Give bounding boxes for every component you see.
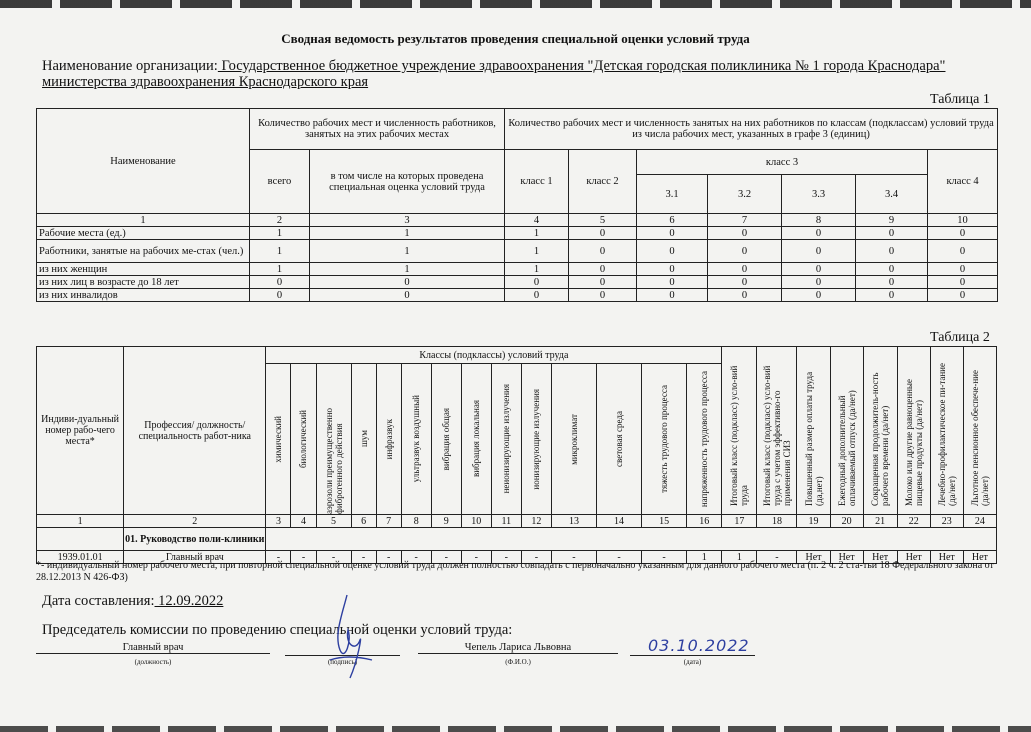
t2-colnum: 2 xyxy=(124,515,266,528)
org-name-cont: министерства здравоохранения Краснодарского края xyxy=(42,74,369,90)
t2-colnum: 7 xyxy=(376,515,401,528)
document-title: Сводная ведомость результатов проведения специальной оценки условий труда xyxy=(281,31,750,46)
t2-colnum: 10 xyxy=(461,515,491,528)
scan-bottom-edge xyxy=(0,726,1031,732)
t1-colnum: 8 xyxy=(782,214,856,227)
t2-colnum: 4 xyxy=(291,515,316,528)
t1-cell: 0 xyxy=(637,289,708,302)
t2-factor: тяжесть трудового процесса xyxy=(659,385,670,493)
t1-cell: 0 xyxy=(637,227,708,240)
t1-cell: 0 xyxy=(505,289,569,302)
t2-colnum: 15 xyxy=(642,515,687,528)
t1-colnum: 5 xyxy=(569,214,637,227)
t2-factor: вибрация локальная xyxy=(471,400,482,478)
t1-cell: 0 xyxy=(856,276,928,289)
t2-header-extra: Сокращенная продолжитель-ность рабочего времени (да/нет) xyxy=(870,372,891,506)
t1-row-under18 xyxy=(37,276,998,289)
t1-colnum: 4 xyxy=(505,214,569,227)
org-label: Наименование организации: xyxy=(42,58,218,74)
t1-cell: 0 xyxy=(782,276,856,289)
t1-cell: 0 xyxy=(708,227,782,240)
t1-header-sub-3-4: 3.4 xyxy=(856,175,928,214)
t1-colnum: 6 xyxy=(637,214,708,227)
t2-colnum-row xyxy=(37,515,997,528)
t1-cell: 0 xyxy=(856,227,928,240)
t1-cell: 1 xyxy=(505,263,569,276)
t2-header-extra: Льготное пенсионное обеспече-ние (да/нет) xyxy=(969,369,990,506)
t1-cell: 0 xyxy=(856,240,928,263)
t2-colnum: 20 xyxy=(830,515,863,528)
t1-row-workers xyxy=(37,240,998,263)
t2-cell: - xyxy=(757,551,797,564)
org-name: Государственное бюджетное учреждение здравоохранения "Детская городская поликлиника № 1 города Краснодара" xyxy=(217,58,946,74)
t2-section-row xyxy=(37,528,997,551)
t1-colnum: 7 xyxy=(708,214,782,227)
t1-cell: 0 xyxy=(637,276,708,289)
t2-header-extra: Лечебно-профилактическое пи-тание (да/нет) xyxy=(936,362,957,506)
t2-cell: Нет xyxy=(830,551,863,564)
t1-colnum-row xyxy=(37,214,998,227)
handwritten-date: 03.10.2022 xyxy=(648,636,750,655)
t1-cell: 1 xyxy=(250,240,310,263)
t2-cell: - xyxy=(401,551,431,564)
t1-cell: 0 xyxy=(637,240,708,263)
t2-factor: неионизирующие излучения xyxy=(501,384,512,494)
t1-colnum: 2 xyxy=(250,214,310,227)
t1-cell: 0 xyxy=(569,289,637,302)
position-caption: (должность) xyxy=(134,658,172,666)
t2-header-extra: Молоко или другие равноценные пищевые продукты (да/нет) xyxy=(903,378,924,506)
t2-cell: - xyxy=(461,551,491,564)
t1-row-label: из них инвалидов xyxy=(37,289,250,302)
t1-row-label: из них лиц в возрасте до 18 лет xyxy=(37,276,250,289)
t1-cell: 0 xyxy=(569,276,637,289)
t2-colnum: 8 xyxy=(401,515,431,528)
t1-cell: 0 xyxy=(928,289,998,302)
t1-header-class2: класс 2 xyxy=(569,150,637,214)
t1-header-group2: Количество рабочих мест и численность занятых на них работников по классам (подклассам) условий труда из числа рабочих мест, указанных в графе 3 (единиц) xyxy=(505,109,998,150)
table2-label: Таблица 2 xyxy=(930,330,990,345)
t1-header-total: всего xyxy=(250,150,310,214)
t2-cell: Нет xyxy=(963,551,996,564)
t1-row-workplaces xyxy=(37,227,998,240)
t1-cell: 0 xyxy=(782,240,856,263)
organization-block xyxy=(42,58,1002,90)
t1-cell: 0 xyxy=(782,289,856,302)
t2-colnum: 21 xyxy=(863,515,897,528)
t2-factor: шум xyxy=(358,430,369,448)
t1-header-assessed: в том числе на которых проведена специальная оценка условий труда xyxy=(310,150,505,214)
workplace-table xyxy=(36,346,997,564)
t2-cell: - xyxy=(431,551,461,564)
t1-header-class1: класс 1 xyxy=(505,150,569,214)
t2-header-num: Индиви-дуальный номер рабо-чего места* xyxy=(37,347,124,515)
t2-header-extra: Ежегодный дополнительный оплачиваемый отпуск (да/нет) xyxy=(836,389,857,506)
t2-colnum: 23 xyxy=(930,515,963,528)
t2-section-fill xyxy=(266,528,997,551)
date-caption: (дата) xyxy=(683,658,702,666)
t2-colnum: 18 xyxy=(757,515,797,528)
date-label: Дата составления: xyxy=(42,593,155,609)
t2-header-prof: Профессия/ должность/ специальность работ-ника xyxy=(124,347,266,515)
t2-cell: - xyxy=(551,551,596,564)
t2-cell: Нет xyxy=(930,551,963,564)
t1-cell: 1 xyxy=(310,263,505,276)
t1-cell: 1 xyxy=(250,227,310,240)
footnote: *- индивидуальный номер рабочего места, при повторной специальной оценке условий труда должен полностью совпадать с первоначально указанным для данного рабочего места (п. 2 ч. 2 ста-тьи 18 Федерального закона от 28.12.2013 N 426-ФЗ) xyxy=(36,560,994,583)
t2-factor: ионизирующие излучения xyxy=(531,388,542,490)
t2-section-empty xyxy=(37,528,124,551)
t1-header-group1: Количество рабочих мест и численность работников, занятых на этих рабочих местах xyxy=(250,109,505,150)
t1-cell: 0 xyxy=(505,276,569,289)
t1-cell: 0 xyxy=(310,276,505,289)
t2-cell: - xyxy=(491,551,521,564)
t1-cell: 0 xyxy=(708,276,782,289)
t1-cell: 1 xyxy=(505,240,569,263)
t2-colnum: 5 xyxy=(316,515,351,528)
table1-label: Таблица 1 xyxy=(930,92,990,107)
summary-table xyxy=(36,108,998,302)
t2-factor: напряженность трудового процесса xyxy=(699,370,710,508)
date-block xyxy=(42,593,223,610)
t1-cell: 0 xyxy=(569,227,637,240)
chair-fio: Чепель Лариса Львовна xyxy=(418,642,618,654)
t1-cell: 0 xyxy=(310,289,505,302)
t1-cell: 0 xyxy=(856,289,928,302)
t2-colnum: 16 xyxy=(687,515,722,528)
t2-factor: биологический xyxy=(298,409,309,469)
t2-factor: ультразвук воздушный xyxy=(411,395,422,483)
t2-factor: химический xyxy=(273,415,284,463)
t2-row-num: 1939.01.01 xyxy=(37,551,124,564)
t1-header-class3: класс 3 xyxy=(637,150,928,175)
signature-scribble xyxy=(312,590,382,685)
t1-cell: 0 xyxy=(250,276,310,289)
t1-cell: 0 xyxy=(569,240,637,263)
t2-factor: инфразвук xyxy=(383,418,394,460)
t1-cell: 1 xyxy=(310,240,505,263)
t2-colnum: 24 xyxy=(963,515,996,528)
t2-cell: Нет xyxy=(863,551,897,564)
t1-colnum: 10 xyxy=(928,214,998,227)
t1-cell: 1 xyxy=(505,227,569,240)
t1-cell: 1 xyxy=(310,227,505,240)
t1-cell: 0 xyxy=(637,263,708,276)
t1-colnum: 3 xyxy=(310,214,505,227)
t1-header-name: Наименование xyxy=(37,109,250,214)
t1-cell: 0 xyxy=(856,263,928,276)
t1-header-sub-3-2: 3.2 xyxy=(708,175,782,214)
t1-row-label: из них женщин xyxy=(37,263,250,276)
t2-colnum: 17 xyxy=(722,515,757,528)
t2-cell: - xyxy=(521,551,551,564)
t1-cell: 0 xyxy=(928,263,998,276)
signature-caption: (подпись) xyxy=(327,658,358,666)
t1-cell: 0 xyxy=(928,276,998,289)
t2-colnum: 11 xyxy=(491,515,521,528)
t2-cell: Нет xyxy=(897,551,930,564)
t2-cell: Нет xyxy=(797,551,830,564)
t1-row-women xyxy=(37,263,998,276)
t1-cell: 1 xyxy=(250,263,310,276)
chair-label: Председатель комиссии по проведению специальной оценки условий труда: xyxy=(42,622,513,638)
t2-header-classes: Классы (подклассы) условий труда xyxy=(266,347,722,364)
scan-top-edge xyxy=(0,0,1031,8)
fio-caption: (Ф.И.О.) xyxy=(505,658,531,666)
t1-cell: 0 xyxy=(569,263,637,276)
t1-cell: 0 xyxy=(782,227,856,240)
t2-cell: - xyxy=(316,551,351,564)
t2-cell: - xyxy=(351,551,376,564)
t1-row-disabled xyxy=(37,289,998,302)
t1-header-class4: класс 4 xyxy=(928,150,998,214)
t2-colnum: 3 xyxy=(266,515,291,528)
t2-factor: микроклимат xyxy=(568,413,579,465)
t2-cell: - xyxy=(266,551,291,564)
t2-colnum: 12 xyxy=(521,515,551,528)
t2-header-extra: Повышенный размер оплаты труда (да,нет) xyxy=(803,371,824,506)
t2-header-extra: Итоговый класс (подкласс) усло-вий труда xyxy=(729,365,750,506)
t2-cell: - xyxy=(596,551,641,564)
t2-colnum: 13 xyxy=(551,515,596,528)
t2-cell: 1 xyxy=(722,551,757,564)
t2-colnum: 22 xyxy=(897,515,930,528)
t2-factor: световая среда xyxy=(614,411,625,467)
t2-colnum: 19 xyxy=(797,515,830,528)
t2-colnum: 6 xyxy=(351,515,376,528)
t2-factor: вибрация общая xyxy=(441,407,452,471)
t1-cell: 0 xyxy=(928,240,998,263)
t1-cell: 0 xyxy=(708,263,782,276)
t1-cell: 0 xyxy=(928,227,998,240)
t1-row-label: Работники, занятые на рабочих ме-стах (чел.) xyxy=(37,240,250,263)
t1-cell: 0 xyxy=(782,263,856,276)
t1-cell: 0 xyxy=(708,289,782,302)
t2-colnum: 1 xyxy=(37,515,124,528)
t1-cell: 0 xyxy=(708,240,782,263)
t2-cell: - xyxy=(291,551,316,564)
date-value: 12.09.2022 xyxy=(154,593,224,609)
t2-colnum: 9 xyxy=(431,515,461,528)
t1-header-sub-3-1: 3.1 xyxy=(637,175,708,214)
t1-colnum: 9 xyxy=(856,214,928,227)
t1-header-sub-3-3: 3.3 xyxy=(782,175,856,214)
t2-colnum: 14 xyxy=(596,515,641,528)
t1-row-label: Рабочие места (ед.) xyxy=(37,227,250,240)
t2-cell: 1 xyxy=(687,551,722,564)
t2-cell: - xyxy=(376,551,401,564)
chair-position: Главный врач xyxy=(36,642,270,654)
t1-colnum: 1 xyxy=(37,214,250,227)
t2-row-prof: Главный врач xyxy=(124,551,266,564)
t2-factor: аэрозоли преимущественно фиброгенного действия xyxy=(323,407,344,514)
t2-section-title: 01. Руководство поли-клиники xyxy=(124,528,266,551)
t2-cell: - xyxy=(642,551,687,564)
t1-cell: 0 xyxy=(250,289,310,302)
t2-header-extra: Итоговый класс (подкласс) усло-вий труда с учетом эффективно-го применения СИЗ xyxy=(761,365,792,506)
